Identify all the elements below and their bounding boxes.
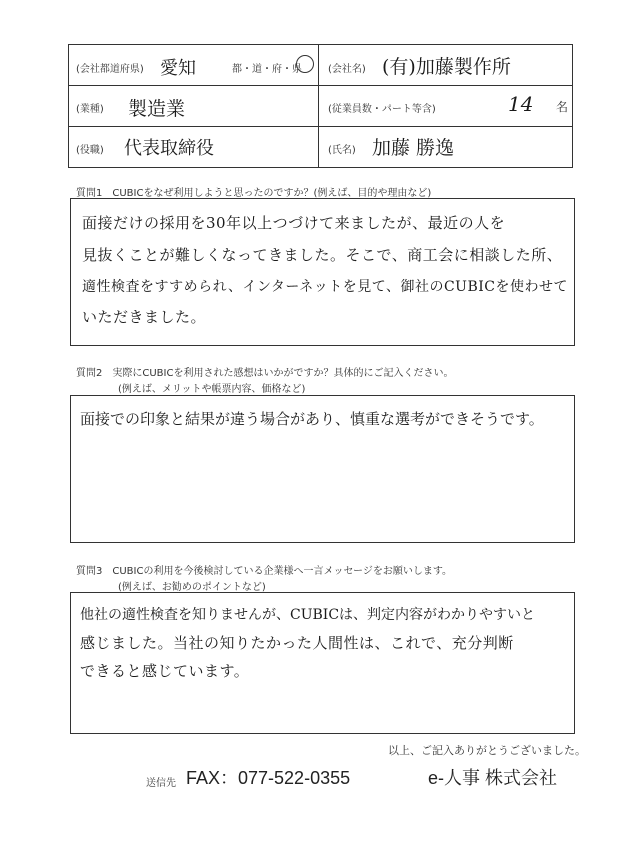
employees-label: (従業員数・パート等含) (328, 104, 436, 115)
thanks-text: 以上、ご記入ありがとうございました。 (388, 744, 586, 757)
info-row-divider-1 (68, 85, 573, 86)
industry-value: 製造業 (128, 98, 186, 120)
footer-company: e-人事 株式会社 (428, 768, 558, 788)
prefecture-suffix: 都・道・府・県 (232, 64, 302, 75)
q2-title: 質問2 実際にCUBICを利用された感想はいかがですか？具体的にご記入ください。 (76, 368, 454, 379)
q1-title: 質問1 CUBICをなぜ利用しようと思ったのですか？(例えば、目的や理由など) (76, 188, 432, 199)
q1-answer-line: 見抜くことが難しくなってきました。そこで、商工会に相談した所、 (82, 246, 563, 264)
q3-answer-line: 他社の適性検査を知りませんが、CUBICは、判定内容がわかりやすいと (80, 607, 536, 623)
q3-answer-line: できると感じています。 (80, 662, 250, 680)
q2-subtitle: (例えば、メリットや帳票内容、価格など) (118, 384, 306, 395)
q2-answer-line: 面接での印象と結果が違う場合があり、慎重な選考ができそうです。 (80, 410, 544, 428)
q3-title: 質問3 CUBICの利用を今後検討している企業様へ一言メッセージをお願いします。 (76, 566, 453, 577)
industry-label: (業種) (76, 104, 104, 115)
q1-answer-line: 適性検査をすすめられ、インターネットを見て、御社のCUBICを使わせて (82, 279, 568, 295)
employees-unit: 名 (556, 100, 569, 114)
prefecture-label: (会社都道府県) (76, 64, 144, 75)
q3-answer-line: 感じました。当社の知りたかった人間性は、これで、充分判断 (80, 634, 514, 652)
company-label: (会社名) (328, 64, 366, 75)
name-value: 加藤 勝逸 (372, 137, 455, 159)
send-to-label: 送信先 (146, 778, 176, 789)
q1-answer-line: 面接だけの採用を30年以上つづけて来ましたが、最近の人を (82, 214, 506, 232)
prefecture-circle-mark (296, 55, 314, 73)
position-label: (役職) (76, 145, 104, 156)
name-label: (氏名) (328, 145, 356, 156)
position-value: 代表取締役 (124, 138, 214, 159)
fax-number: FAX：077-522-0355 (186, 768, 351, 788)
employees-value: 14 (508, 92, 534, 116)
prefecture-value: 愛知 (160, 58, 196, 79)
info-vertical-divider (318, 44, 319, 168)
q1-answer-line: いただきました。 (82, 308, 207, 326)
info-row-divider-2 (68, 126, 573, 127)
q3-subtitle: (例えば、お勧めのポイントなど) (118, 582, 266, 593)
company-value: (有)加藤製作所 (382, 56, 511, 78)
